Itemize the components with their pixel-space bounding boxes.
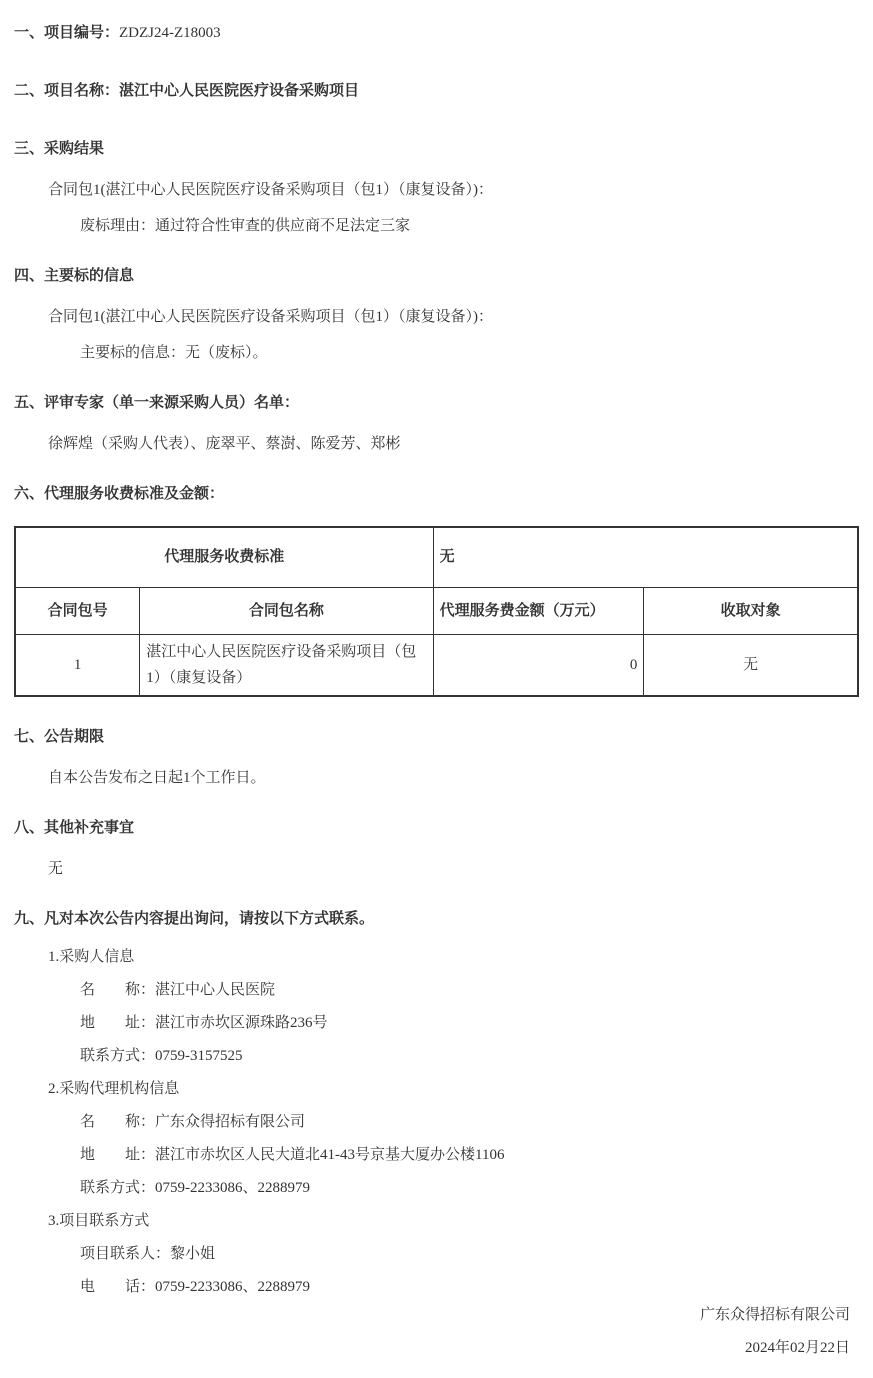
project-contact-title: 3.项目联系方式 (48, 1212, 150, 1229)
section9-heading: 九、凡对本次公告内容提出询问，请按以下方式联系。 (14, 910, 375, 927)
purchaser-name-line: 名 称：湛江中心人民医院 (80, 981, 276, 998)
project-number-value: ZDZJ24-Z18003 (119, 25, 221, 41)
footer-date: 2024年02月22日 (744, 1339, 850, 1356)
cell-charged-party: 无 (644, 634, 858, 696)
project-number-label: 一、项目编号： (14, 25, 120, 41)
project-name-label: 二、项目名称： (14, 83, 120, 99)
project-contact-phone-line: 电 话：0759-2233086、2288979 (80, 1278, 310, 1295)
project-name-value: 湛江中心人民医院医疗设备采购项目 (119, 83, 360, 99)
agency-address-line: 地 址：湛江市赤坎区人民大道北41-43号京基大厦办公楼1106 (80, 1146, 505, 1163)
agency-name-line: 名 称：广东众得招标有限公司 (80, 1113, 306, 1130)
column-header-charged-party: 收取对象 (644, 587, 858, 634)
purchaser-info-title: 1.采购人信息 (48, 948, 135, 965)
table-row (15, 634, 858, 696)
agency-fee-table (14, 526, 859, 697)
section4-heading: 四、主要标的信息 (14, 268, 135, 284)
announcement-document (14, 23, 859, 1358)
column-header-package-name: 合同包名称 (140, 587, 433, 634)
fee-standard-value-cell: 无 (433, 527, 858, 587)
section8-content: 无 (48, 860, 64, 877)
footer-company: 广东众得招标有限公司 (699, 1306, 850, 1323)
fee-standard-label-cell: 代理服务收费标准 (15, 527, 433, 587)
cell-package-no: 1 (15, 634, 140, 696)
agency-info-title: 2.采购代理机构信息 (48, 1080, 180, 1097)
expert-list: 徐辉煌（采购人代表）、庞翠平、蔡澍、陈爱芳、郑彬 (48, 436, 401, 452)
project-contact-person-line: 项目联系人：黎小姐 (80, 1245, 216, 1262)
section3-detail-line: 废标理由：通过符合性审查的供应商不足法定三家 (80, 218, 411, 234)
section3-heading: 三、采购结果 (14, 141, 105, 157)
table-header-row (15, 587, 858, 634)
section7-heading: 七、公告期限 (14, 728, 105, 745)
section5-heading: 五、评审专家（单一来源采购人员）名单： (14, 395, 300, 411)
section7-content: 自本公告发布之日起1个工作日。 (48, 769, 266, 786)
section1-heading (14, 23, 859, 43)
section8-heading: 八、其他补充事宜 (14, 819, 135, 836)
section4-package-line: 合同包1(湛江中心人民医院医疗设备采购项目（包1）（康复设备）)： (48, 309, 493, 325)
agency-phone-line: 联系方式：0759-2233086、2288979 (80, 1179, 310, 1196)
section3-package-line: 合同包1(湛江中心人民医院医疗设备采购项目（包1）（康复设备）)： (48, 182, 493, 198)
purchaser-phone-line: 联系方式：0759-3157525 (80, 1047, 243, 1064)
cell-fee-amount: 0 (433, 634, 644, 696)
column-header-fee-amount: 代理服务费金额（万元） (433, 587, 644, 634)
cell-package-name: 湛江中心人民医院医疗设备采购项目（包1）（康复设备） (140, 634, 433, 696)
table-row (15, 527, 858, 587)
section6-heading: 六、代理服务收费标准及金额： (14, 486, 225, 502)
section2-heading (14, 81, 859, 101)
purchaser-address-line: 地 址：湛江市赤坎区源珠路236号 (80, 1014, 328, 1031)
section4-detail-line: 主要标的信息：无（废标）。 (80, 345, 268, 361)
column-header-package-no: 合同包号 (15, 587, 140, 634)
